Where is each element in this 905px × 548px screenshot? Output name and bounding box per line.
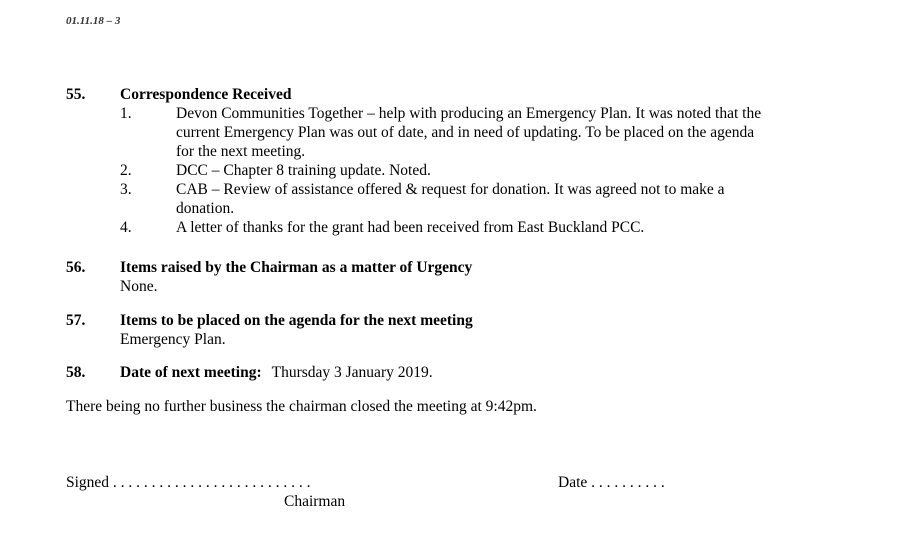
item-56-body: None. [120, 278, 158, 295]
item-55-2-line-1: DCC – Chapter 8 training update. Noted. [176, 162, 431, 179]
item-55-1-line-3: for the next meeting. [176, 143, 306, 160]
item-58-title-row [120, 363, 433, 382]
item-57-number: 57. [66, 312, 86, 329]
item-55-2-number: 2. [120, 162, 132, 179]
item-55-3-line-1: CAB – Review of assistance offered & request for donation. It was agreed not to make a [176, 181, 725, 198]
item-56-title: Items raised by the Chairman as a matter of Urgency [120, 259, 473, 276]
item-55-3-line-2: donation. [176, 200, 235, 217]
item-56-number: 56. [66, 259, 86, 276]
item-57-title: Items to be placed on the agenda for the next meeting [120, 312, 473, 329]
chairman-label: Chairman [284, 493, 346, 510]
item-58-number: 58. [66, 364, 86, 381]
item-55-1-line-2: current Emergency Plan was out of date, and in need of updating. To be placed on the agenda [176, 124, 755, 141]
item-55-1-line-1: Devon Communities Together – help with producing an Emergency Plan. It was noted that the [176, 105, 762, 122]
signed-line: Signed . . . . . . . . . . . . . . . . . . . . . . . . . . [66, 474, 311, 491]
item-55-1-number: 1. [120, 105, 132, 122]
item-55-3-number: 3. [120, 181, 132, 198]
item-55-title: Correspondence Received [120, 86, 292, 103]
item-55-4-number: 4. [120, 219, 132, 236]
closing-statement: There being no further business the chairman closed the meeting at 9:42pm. [66, 398, 537, 415]
item-58-date-value: Thursday 3 January 2019. [271, 364, 433, 381]
page-reference: 01.11.18 – 3 [66, 15, 121, 27]
date-line: Date . . . . . . . . . . [558, 474, 665, 491]
item-57-body: Emergency Plan. [120, 331, 226, 348]
item-55-number: 55. [66, 86, 86, 103]
item-58-title: Date of next meeting: [120, 364, 262, 381]
item-55-4-line-1: A letter of thanks for the grant had been received from East Buckland PCC. [176, 219, 645, 236]
